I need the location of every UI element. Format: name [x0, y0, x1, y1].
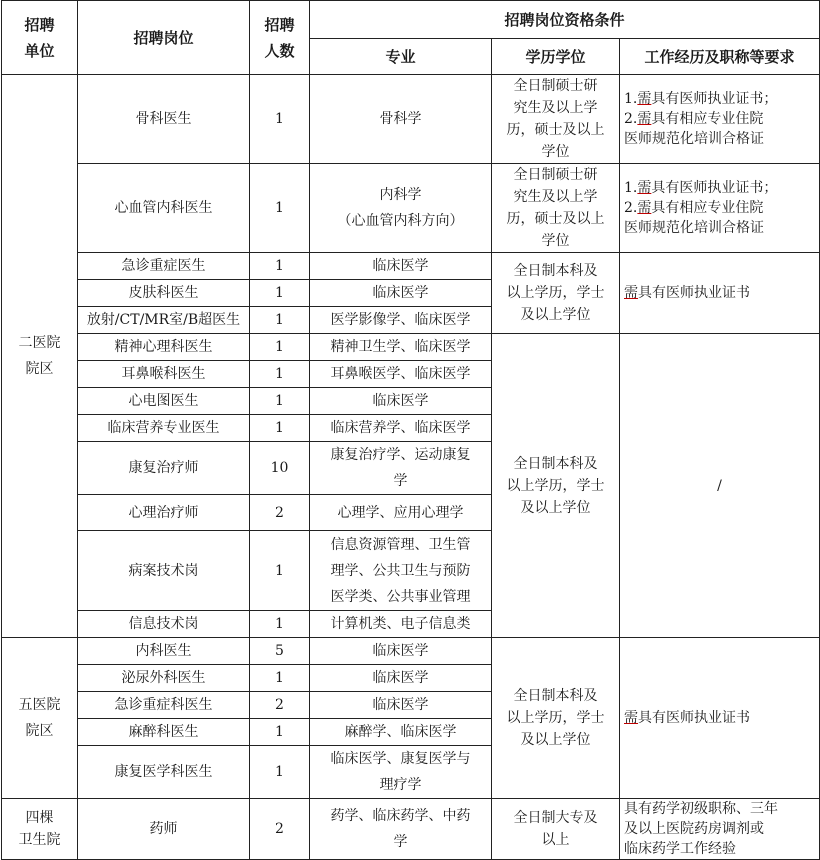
count-cell: 2 [250, 692, 310, 719]
major-cell: 心理学、应用心理学 [310, 495, 492, 531]
degree-cell: 全日制硕士研 究生及以上学 历，硕士及以上 学位 [492, 164, 620, 253]
count-cell: 1 [250, 75, 310, 164]
major-cell: 临床医学、康复医学与 理疗学 [310, 746, 492, 799]
count-cell: 1 [250, 164, 310, 253]
position-cell: 康复医学科医生 [78, 746, 250, 799]
count-cell: 1 [250, 253, 310, 280]
unit-cell: 五医院 院区 [2, 638, 78, 799]
table-row [2, 799, 820, 860]
count-cell: 2 [250, 495, 310, 531]
position-cell: 泌尿外科医生 [78, 665, 250, 692]
table-row [2, 253, 820, 280]
major-cell: 临床医学 [310, 665, 492, 692]
position-cell: 药师 [78, 799, 250, 860]
header-unit: 招聘 单位 [2, 1, 78, 75]
major-cell: 信息资源管理、卫生管 理学、公共卫生与预防 医学类、公共事业管理 [310, 531, 492, 611]
table-row [2, 334, 820, 361]
position-cell: 耳鼻喉科医生 [78, 361, 250, 388]
major-cell: 骨科学 [310, 75, 492, 164]
requirement-cell: 1.需具有医师执业证书； 2.需具有相应专业住院 医师规范化培训合格证 [620, 164, 820, 253]
count-cell: 10 [250, 442, 310, 495]
major-cell: 医学影像学、临床医学 [310, 307, 492, 334]
major-cell: 内科学 （心血管内科方向） [310, 164, 492, 253]
header-position: 招聘岗位 [78, 1, 250, 75]
position-cell: 精神心理科医生 [78, 334, 250, 361]
major-cell: 临床医学 [310, 692, 492, 719]
table-row [2, 75, 820, 164]
header-degree: 学历学位 [492, 39, 620, 75]
degree-cell: 全日制本科及 以上学历，学士 及以上学位 [492, 334, 620, 638]
count-cell: 1 [250, 611, 310, 638]
header-row [2, 1, 820, 39]
major-cell: 临床医学 [310, 638, 492, 665]
count-cell: 1 [250, 388, 310, 415]
position-cell: 急诊重症医生 [78, 253, 250, 280]
table-row [2, 638, 820, 665]
major-cell: 临床营养学、临床医学 [310, 415, 492, 442]
major-cell: 临床医学 [310, 280, 492, 307]
degree-cell: 全日制硕士研 究生及以上学 历，硕士及以上 学位 [492, 75, 620, 164]
requirement-cell: 1.需具有医师执业证书； 2.需具有相应专业住院 医师规范化培训合格证 [620, 75, 820, 164]
position-cell: 心电图医生 [78, 388, 250, 415]
count-cell: 1 [250, 280, 310, 307]
count-cell: 1 [250, 665, 310, 692]
position-cell: 内科医生 [78, 638, 250, 665]
header-count: 招聘 人数 [250, 1, 310, 75]
major-cell: 药学、临床药学、中药 学 [310, 799, 492, 860]
count-cell: 1 [250, 307, 310, 334]
major-cell: 耳鼻喉医学、临床医学 [310, 361, 492, 388]
position-cell: 放射/CT/MR室/B超医生 [78, 307, 250, 334]
count-cell: 5 [250, 638, 310, 665]
count-cell: 1 [250, 719, 310, 746]
requirement-cell: 具有药学初级职称、三年 及以上医院药房调剂或 临床药学工作经验 [620, 799, 820, 860]
count-cell: 2 [250, 799, 310, 860]
major-cell: 临床医学 [310, 253, 492, 280]
major-cell: 计算机类、电子信息类 [310, 611, 492, 638]
recruitment-table [1, 0, 820, 860]
position-cell: 康复治疗师 [78, 442, 250, 495]
degree-cell: 全日制大专及 以上 [492, 799, 620, 860]
header-major: 专业 [310, 39, 492, 75]
requirement-cell: / [620, 334, 820, 638]
count-cell: 1 [250, 746, 310, 799]
major-cell: 临床医学 [310, 388, 492, 415]
major-cell: 精神卫生学、临床医学 [310, 334, 492, 361]
position-cell: 病案技术岗 [78, 531, 250, 611]
table-row [2, 164, 820, 253]
major-cell: 康复治疗学、运动康复 学 [310, 442, 492, 495]
position-cell: 骨科医生 [78, 75, 250, 164]
degree-cell: 全日制本科及 以上学历，学士 及以上学位 [492, 638, 620, 799]
position-cell: 麻醉科医生 [78, 719, 250, 746]
position-cell: 皮肤科医生 [78, 280, 250, 307]
position-cell: 临床营养专业医生 [78, 415, 250, 442]
requirement-cell: 需具有医师执业证书 [620, 253, 820, 334]
header-qualifications: 招聘岗位资格条件 [310, 1, 820, 39]
position-cell: 急诊重症科医生 [78, 692, 250, 719]
unit-cell: 四棵 卫生院 [2, 799, 78, 860]
header-experience: 工作经历及职称等要求 [620, 39, 820, 75]
position-cell: 信息技术岗 [78, 611, 250, 638]
position-cell: 心理治疗师 [78, 495, 250, 531]
count-cell: 1 [250, 415, 310, 442]
unit-cell: 二医院 院区 [2, 75, 78, 638]
count-cell: 1 [250, 361, 310, 388]
count-cell: 1 [250, 531, 310, 611]
degree-cell: 全日制本科及 以上学历，学士 及以上学位 [492, 253, 620, 334]
major-cell: 麻醉学、临床医学 [310, 719, 492, 746]
requirement-cell: 需具有医师执业证书 [620, 638, 820, 799]
count-cell: 1 [250, 334, 310, 361]
position-cell: 心血管内科医生 [78, 164, 250, 253]
